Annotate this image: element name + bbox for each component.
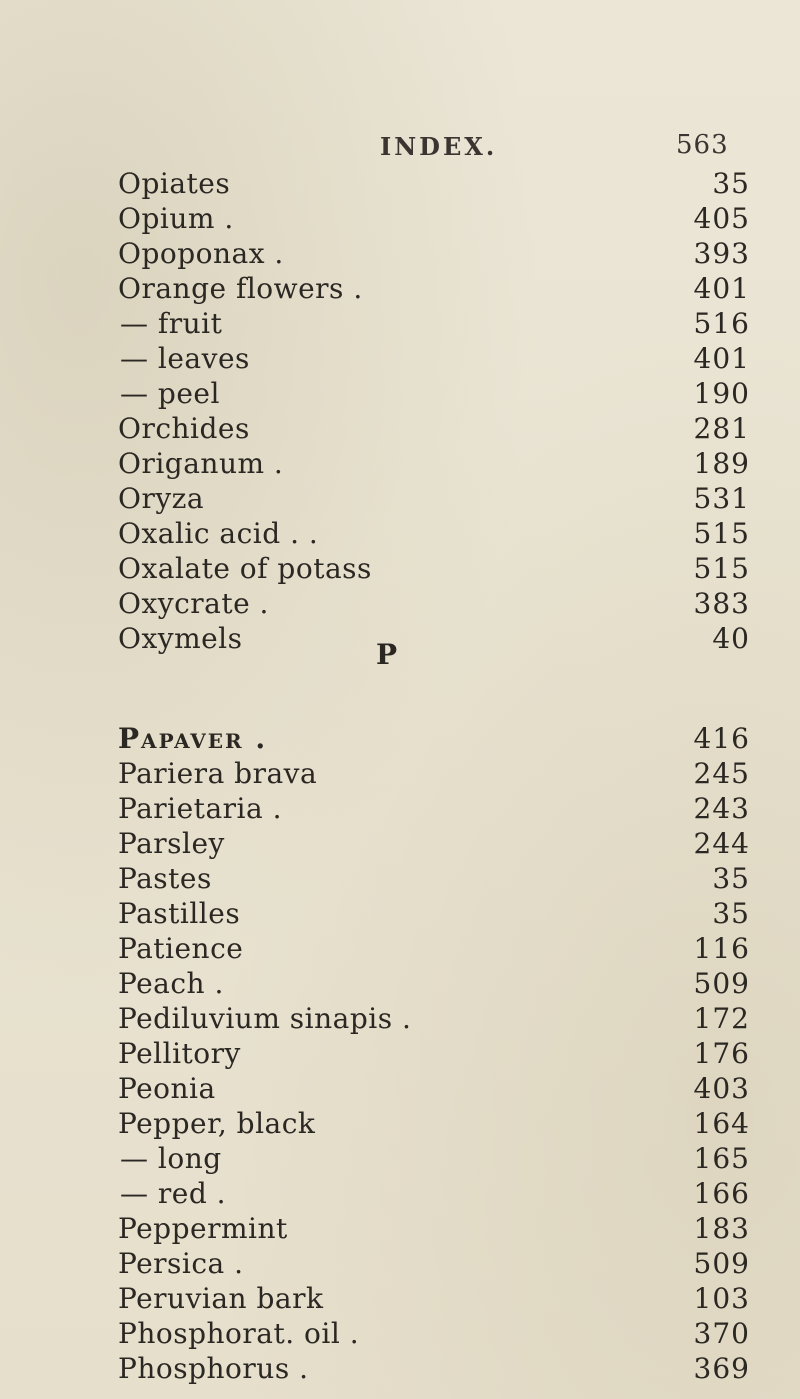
index-page-ref: 509 bbox=[693, 1247, 750, 1280]
index-page-ref: 40 bbox=[712, 622, 750, 655]
index-term: Pellitory bbox=[118, 1037, 241, 1070]
index-page-ref: 383 bbox=[693, 587, 750, 620]
index-term: Origanum . bbox=[118, 447, 284, 480]
index-term: Peonia bbox=[118, 1072, 216, 1105]
index-entry bbox=[0, 721, 800, 757]
index-page-ref: 369 bbox=[693, 1352, 750, 1385]
index-page-ref: 405 bbox=[693, 202, 750, 235]
index-entry bbox=[0, 931, 800, 967]
index-term: Orchides bbox=[118, 412, 250, 445]
index-entry bbox=[0, 1246, 800, 1282]
index-entry bbox=[0, 1351, 800, 1387]
index-entry bbox=[0, 586, 800, 622]
index-entry bbox=[0, 791, 800, 827]
index-entry bbox=[0, 966, 800, 1002]
index-term: Opium . bbox=[118, 202, 234, 235]
index-page-ref: 189 bbox=[693, 447, 750, 480]
index-term: Oxalic acid . . bbox=[118, 517, 319, 550]
index-page-ref: 165 bbox=[693, 1142, 750, 1175]
index-entry bbox=[0, 1071, 800, 1107]
index-term: Pastes bbox=[118, 862, 212, 895]
index-entry bbox=[0, 1176, 800, 1212]
index-entry bbox=[0, 621, 800, 657]
index-term: — red . bbox=[120, 1177, 227, 1210]
index-entry bbox=[0, 861, 800, 897]
index-term: Persica . bbox=[118, 1247, 244, 1280]
index-entry bbox=[0, 411, 800, 447]
index-page-ref: 176 bbox=[693, 1037, 750, 1070]
index-entry bbox=[0, 201, 800, 237]
index-page-ref: 35 bbox=[712, 897, 750, 930]
index-page-ref: 401 bbox=[693, 272, 750, 305]
index-term: Opiates bbox=[118, 167, 231, 200]
index-term: Oxalate of potass bbox=[118, 552, 372, 585]
running-title: INDEX. bbox=[380, 132, 498, 161]
index-term: Pastilles bbox=[118, 897, 241, 930]
index-page-ref: 190 bbox=[693, 377, 750, 410]
index-page-ref: 416 bbox=[693, 722, 750, 755]
index-term: Pepper, black bbox=[118, 1107, 316, 1140]
index-term: Papaver . bbox=[118, 722, 268, 755]
index-entry bbox=[0, 1211, 800, 1247]
index-page-ref: 164 bbox=[693, 1107, 750, 1140]
index-term: — leaves bbox=[120, 342, 250, 375]
index-entry bbox=[0, 1036, 800, 1072]
index-term: — peel bbox=[120, 377, 220, 410]
index-term: — long bbox=[120, 1142, 222, 1175]
index-page-ref: 166 bbox=[693, 1177, 750, 1210]
index-entry bbox=[0, 1281, 800, 1317]
index-entry bbox=[0, 376, 800, 412]
index-page-ref: 515 bbox=[693, 517, 750, 550]
index-entry bbox=[0, 341, 800, 377]
index-page-ref: 515 bbox=[693, 552, 750, 585]
index-term: Parietaria . bbox=[118, 792, 282, 825]
index-page-ref: 370 bbox=[693, 1317, 750, 1350]
index-entry bbox=[0, 271, 800, 307]
index-page-ref: 245 bbox=[693, 757, 750, 790]
index-entry bbox=[0, 1316, 800, 1352]
index-term: — fruit bbox=[120, 307, 223, 340]
index-entry bbox=[0, 236, 800, 272]
index-term: Peach . bbox=[118, 967, 224, 1000]
index-page-ref: 172 bbox=[693, 1002, 750, 1035]
index-entry bbox=[0, 551, 800, 587]
index-term: Oxymels bbox=[118, 622, 243, 655]
index-term: Parsley bbox=[118, 827, 225, 860]
index-term: Patience bbox=[118, 932, 244, 965]
index-term: Oxycrate . bbox=[118, 587, 269, 620]
index-entry bbox=[0, 516, 800, 552]
section-letter: P bbox=[376, 638, 398, 671]
index-entry bbox=[0, 896, 800, 932]
index-page-ref: 509 bbox=[693, 967, 750, 1000]
index-page-ref: 244 bbox=[693, 827, 750, 860]
index-page-ref: 281 bbox=[693, 412, 750, 445]
index-term: Peppermint bbox=[118, 1212, 288, 1245]
index-page-ref: 393 bbox=[693, 237, 750, 270]
index-page-ref: 243 bbox=[693, 792, 750, 825]
index-term: Phosphorat. oil . bbox=[118, 1317, 360, 1350]
index-entry bbox=[0, 756, 800, 792]
index-term: Peruvian bark bbox=[118, 1282, 324, 1315]
index-page-ref: 531 bbox=[693, 482, 750, 515]
index-entry bbox=[0, 446, 800, 482]
index-term: Pariera brava bbox=[118, 757, 318, 790]
index-page-ref: 401 bbox=[693, 342, 750, 375]
index-term: Orange flowers . bbox=[118, 272, 363, 305]
index-entry bbox=[0, 826, 800, 862]
index-entry bbox=[0, 166, 800, 202]
index-term: Pediluvium sinapis . bbox=[118, 1002, 412, 1035]
index-term: Opoponax . bbox=[118, 237, 284, 270]
index-page-ref: 516 bbox=[693, 307, 750, 340]
index-entry bbox=[0, 1001, 800, 1037]
page-number: 563 bbox=[676, 130, 729, 160]
index-entry bbox=[0, 306, 800, 342]
index-page-ref: 103 bbox=[693, 1282, 750, 1315]
index-page-ref: 116 bbox=[693, 932, 750, 965]
index-term: Phosphorus . bbox=[118, 1352, 309, 1385]
index-entry bbox=[0, 481, 800, 517]
index-page-ref: 403 bbox=[693, 1072, 750, 1105]
index-page-ref: 183 bbox=[693, 1212, 750, 1245]
index-page-ref: 35 bbox=[712, 167, 750, 200]
index-term: Oryza bbox=[118, 482, 205, 515]
index-page-ref: 35 bbox=[712, 862, 750, 895]
index-entry bbox=[0, 1106, 800, 1142]
index-entry bbox=[0, 1141, 800, 1177]
